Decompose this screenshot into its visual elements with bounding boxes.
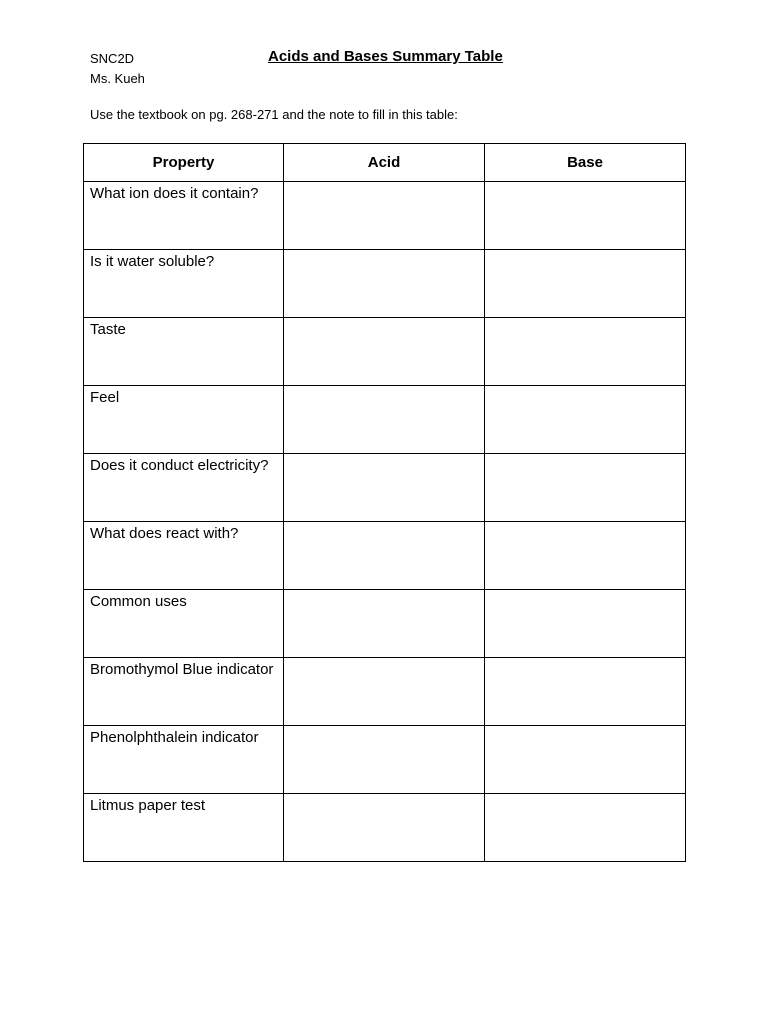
base-answer-cell[interactable]: [485, 182, 686, 250]
instructions-text: Use the textbook on pg. 268-271 and the note to fill in this table:: [90, 107, 458, 122]
base-answer-cell[interactable]: [485, 318, 686, 386]
base-answer-cell[interactable]: [485, 726, 686, 794]
property-cell: Phenolphthalein indicator: [84, 726, 284, 794]
table-row: [84, 386, 686, 454]
property-cell: Feel: [84, 386, 284, 454]
table-row: [84, 522, 686, 590]
teacher-name: Ms. Kueh: [90, 71, 145, 86]
property-cell: What does react with?: [84, 522, 284, 590]
column-header-base: Base: [485, 144, 686, 182]
table-row: [84, 250, 686, 318]
base-answer-cell[interactable]: [485, 454, 686, 522]
acid-answer-cell[interactable]: [284, 386, 485, 454]
base-answer-cell[interactable]: [485, 590, 686, 658]
table-row: [84, 794, 686, 862]
base-answer-cell[interactable]: [485, 250, 686, 318]
acid-answer-cell[interactable]: [284, 182, 485, 250]
summary-table: [83, 143, 686, 862]
base-answer-cell[interactable]: [485, 658, 686, 726]
table-row: [84, 726, 686, 794]
table-row: [84, 182, 686, 250]
acid-answer-cell[interactable]: [284, 318, 485, 386]
property-cell: Is it water soluble?: [84, 250, 284, 318]
acid-answer-cell[interactable]: [284, 522, 485, 590]
table-row: [84, 318, 686, 386]
base-answer-cell[interactable]: [485, 522, 686, 590]
acid-answer-cell[interactable]: [284, 454, 485, 522]
table-row: [84, 454, 686, 522]
table-row: [84, 590, 686, 658]
property-cell: What ion does it contain?: [84, 182, 284, 250]
acid-answer-cell[interactable]: [284, 590, 485, 658]
property-cell: Bromothymol Blue indicator: [84, 658, 284, 726]
document-title: Acids and Bases Summary Table: [268, 48, 503, 65]
acid-answer-cell[interactable]: [284, 250, 485, 318]
acid-answer-cell[interactable]: [284, 726, 485, 794]
column-header-property: Property: [84, 144, 284, 182]
base-answer-cell[interactable]: [485, 386, 686, 454]
acid-answer-cell[interactable]: [284, 658, 485, 726]
property-cell: Litmus paper test: [84, 794, 284, 862]
property-cell: Taste: [84, 318, 284, 386]
column-header-acid: Acid: [284, 144, 485, 182]
table-row: [84, 658, 686, 726]
acid-answer-cell[interactable]: [284, 794, 485, 862]
property-cell: Does it conduct electricity?: [84, 454, 284, 522]
property-cell: Common uses: [84, 590, 284, 658]
course-code: SNC2D: [90, 51, 135, 66]
table-header-row: [84, 144, 686, 182]
base-answer-cell[interactable]: [485, 794, 686, 862]
